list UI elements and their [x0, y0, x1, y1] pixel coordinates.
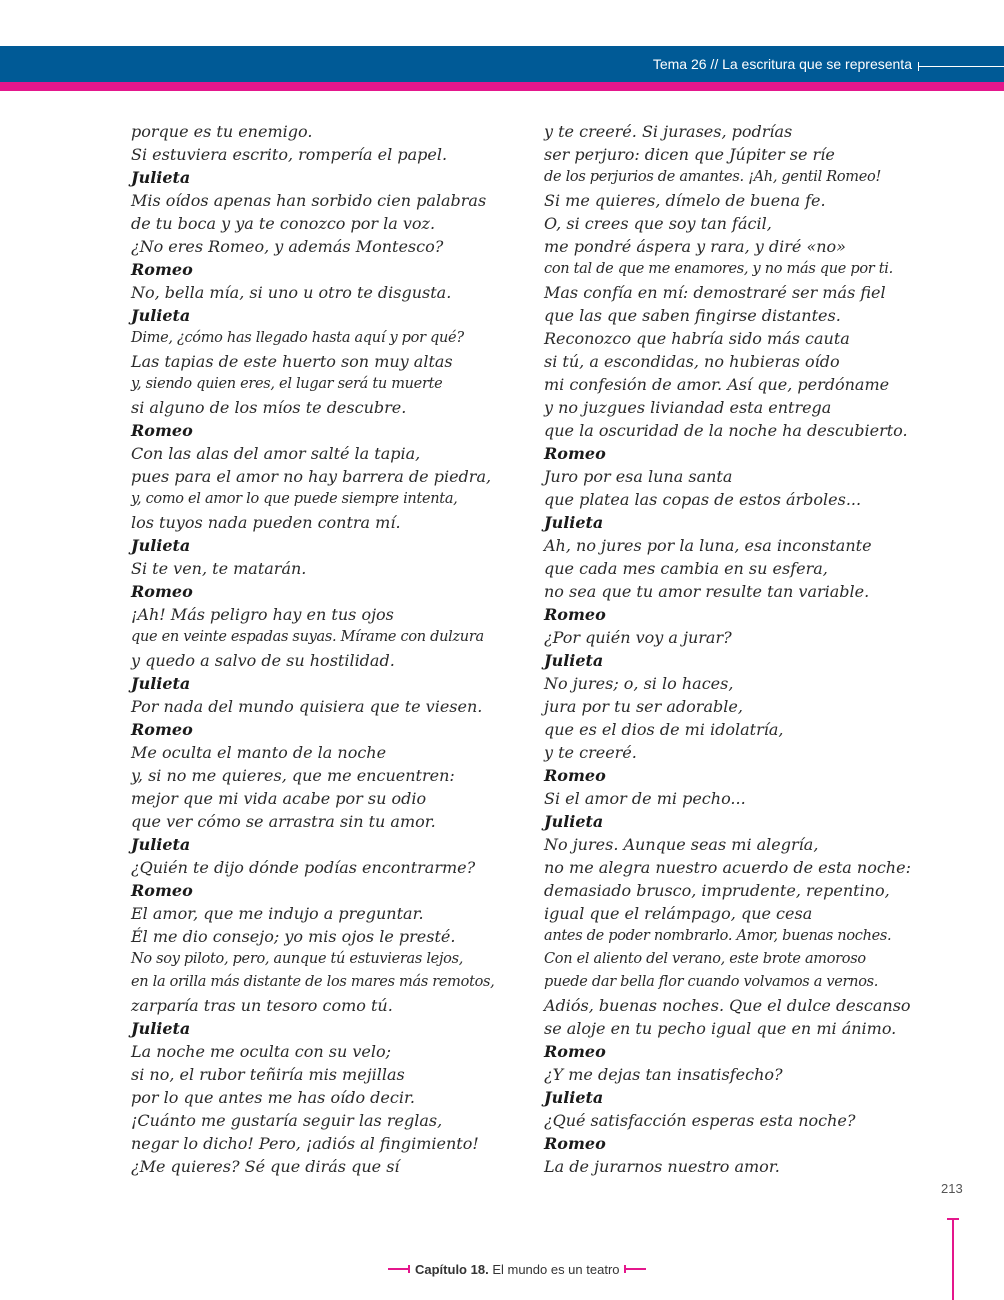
speaker-name: Romeo: [131, 421, 193, 440]
verse-line: en la orilla más distante de los mares más remotos,: [131, 974, 495, 990]
verse-line: y no juzgues liviandad esta entrega: [544, 398, 832, 417]
header-rule-tick: [918, 62, 919, 71]
verse-line: ¡Cuánto me gustaría seguir las reglas,: [131, 1111, 443, 1130]
header-rule: [918, 66, 1004, 67]
verse-line: ¿Me quieres? Sé que dirás que sí: [131, 1157, 400, 1176]
verse-line: No jures. Aunque seas mi alegría,: [544, 835, 819, 854]
verse-line: y, como el amor lo que puede siempre intenta,: [131, 491, 458, 507]
verse-line: no sea que tu amor resulte tan variable.: [544, 582, 870, 601]
text-column-right: [544, 120, 916, 1178]
speaker-name: Julieta: [131, 1019, 191, 1038]
verse-line: que las que saben fingirse distantes.: [544, 306, 841, 325]
running-footer: [388, 1260, 646, 1278]
verse-line: O, si crees que soy tan fácil,: [544, 214, 772, 233]
speaker-name: Julieta: [131, 835, 191, 854]
verse-line: Juro por esa luna santa: [544, 467, 733, 486]
verse-line: La noche me oculta con su velo;: [131, 1042, 392, 1061]
verse-line: Por nada del mundo quisiera que te viesen.: [131, 697, 483, 716]
verse-line: los tuyos nada pueden contra mí.: [131, 513, 401, 532]
verse-line: Mis oídos apenas han sorbido cien palabras: [131, 191, 487, 210]
verse-line: Con las alas del amor salté la tapia,: [131, 444, 421, 463]
verse-line: ¿No eres Romeo, y además Montesco?: [131, 237, 444, 256]
verse-line: igual que el relámpago, que cesa: [544, 904, 813, 923]
verse-line: de tu boca y ya te conozco por la voz.: [131, 214, 436, 233]
verse-line: que la oscuridad de la noche ha descubierto.: [544, 421, 908, 440]
verse-line: Si el amor de mi pecho...: [544, 789, 746, 808]
verse-line: Si te ven, te matarán.: [131, 559, 307, 578]
verse-line: que en veinte espadas suyas. Mírame con dulzura: [131, 629, 484, 645]
side-marker-line: [952, 1218, 954, 1300]
verse-line: Dime, ¿cómo has llegado hasta aquí y por qué?: [131, 330, 464, 346]
verse-line: que cada mes cambia en su esfera,: [544, 559, 828, 578]
speaker-name: Romeo: [131, 881, 193, 900]
speaker-name: Romeo: [544, 1134, 606, 1153]
verse-line: No soy piloto, pero, aunque tú estuvieras lejos,: [131, 951, 464, 967]
verse-line: ¿Y me dejas tan insatisfecho?: [544, 1065, 783, 1084]
verse-line: si tú, a escondidas, no hubieras oído: [544, 352, 840, 371]
verse-line: porque es tu enemigo.: [131, 122, 313, 141]
speaker-name: Julieta: [131, 536, 191, 555]
verse-line: Si estuviera escrito, rompería el papel.: [131, 145, 448, 164]
verse-line: Reconozco que habría sido más cauta: [544, 329, 850, 348]
verse-line: Mas confía en mí: demostraré ser más fiel: [544, 283, 886, 302]
verse-line: jura por tu ser adorable,: [544, 697, 743, 716]
speaker-name: Julieta: [544, 651, 604, 670]
speaker-name: Julieta: [131, 674, 191, 693]
verse-line: que platea las copas de estos árboles...: [544, 490, 862, 509]
verse-line: mi confesión de amor. Así que, perdóname: [544, 375, 890, 394]
speaker-name: Romeo: [544, 766, 606, 785]
verse-line: que es el dios de mi idolatría,: [544, 720, 784, 739]
verse-line: demasiado brusco, imprudente, repentino,: [544, 881, 890, 900]
verse-line: Ah, no jures por la luna, esa inconstante: [544, 536, 872, 555]
verse-line: si alguno de los míos te descubre.: [131, 398, 407, 417]
verse-line: ¿Quién te dijo dónde podías encontrarme?: [131, 858, 476, 877]
speaker-name: Julieta: [544, 513, 604, 532]
footer-rule-left: [388, 1268, 410, 1270]
verse-line: zarparía tras un tesoro como tú.: [131, 996, 393, 1015]
text-column-left: [131, 120, 501, 1178]
verse-line: ¿Qué satisfacción esperas esta noche?: [544, 1111, 856, 1130]
speaker-name: Julieta: [544, 1088, 604, 1107]
speaker-name: Julieta: [131, 168, 191, 187]
verse-line: que ver cómo se arrastra sin tu amor.: [131, 812, 436, 831]
verse-line: Las tapias de este huerto son muy altas: [131, 352, 453, 371]
verse-line: y, si no me quieres, que me encuentren:: [131, 766, 455, 785]
speaker-name: Romeo: [131, 720, 193, 739]
verse-line: La de jurarnos nuestro amor.: [544, 1157, 780, 1176]
verse-line: ser perjuro: dicen que Júpiter se ríe: [544, 145, 835, 164]
verse-line: No jures; o, si lo haces,: [544, 674, 734, 693]
footer-title: El mundo es un teatro: [492, 1261, 620, 1277]
verse-line: Si me quieres, dímelo de buena fe.: [544, 191, 826, 210]
verse-line: y quedo a salvo de su hostilidad.: [131, 651, 395, 670]
verse-line: con tal de que me enamores, y no más que por ti.: [544, 261, 893, 277]
verse-line: si no, el rubor teñiría mis mejillas: [131, 1065, 405, 1084]
verse-line: No, bella mía, si uno u otro te disgusta.: [131, 283, 452, 302]
speaker-name: Romeo: [544, 605, 606, 624]
verse-line: de los perjurios de amantes. ¡Ah, gentil Romeo!: [544, 169, 881, 185]
verse-line: me pondré áspera y rara, y diré «no»: [544, 237, 846, 256]
speaker-name: Julieta: [131, 306, 191, 325]
verse-line: Con el aliento del verano, este brote amoroso: [544, 951, 866, 967]
footer-rule-right: [624, 1268, 646, 1270]
verse-line: Adiós, buenas noches. Que el dulce descanso: [544, 996, 911, 1015]
verse-line: ¡Ah! Más peligro hay en tus ojos: [131, 605, 394, 624]
verse-line: ¿Por quién voy a jurar?: [544, 628, 732, 647]
footer-chapter: Capítulo 18.: [415, 1261, 489, 1277]
verse-line: antes de poder nombrarlo. Amor, buenas noches.: [544, 928, 892, 944]
page-number: 213: [941, 1181, 963, 1196]
verse-line: Él me dio consejo; yo mis ojos le presté.: [131, 927, 456, 946]
speaker-name: Romeo: [131, 260, 193, 279]
verse-line: Me oculta el manto de la noche: [131, 743, 387, 762]
speaker-name: Julieta: [544, 812, 604, 831]
speaker-name: Romeo: [544, 444, 606, 463]
verse-line: negar lo dicho! Pero, ¡adiós al fingimiento!: [131, 1134, 479, 1153]
running-header: Tema 26 // La escritura que se representa: [652, 56, 912, 72]
speaker-name: Romeo: [544, 1042, 606, 1061]
verse-line: no me alegra nuestro acuerdo de esta noche:: [544, 858, 911, 877]
verse-line: pues para el amor no hay barrera de piedra,: [131, 467, 492, 486]
speaker-name: Romeo: [131, 582, 193, 601]
verse-line: mejor que mi vida acabe por su odio: [131, 789, 427, 808]
verse-line: y te creeré. Si jurases, podrías: [544, 122, 793, 141]
verse-line: se aloje en tu pecho igual que en mi ánimo.: [544, 1019, 897, 1038]
verse-line: y te creeré.: [544, 743, 637, 762]
verse-line: y, siendo quien eres, el lugar será tu muerte: [131, 376, 443, 392]
verse-line: puede dar bella flor cuando volvamos a vernos.: [544, 974, 879, 990]
header-accent-stripe: [0, 82, 1004, 91]
verse-line: por lo que antes me has oído decir.: [131, 1088, 415, 1107]
verse-line: El amor, que me indujo a preguntar.: [131, 904, 424, 923]
